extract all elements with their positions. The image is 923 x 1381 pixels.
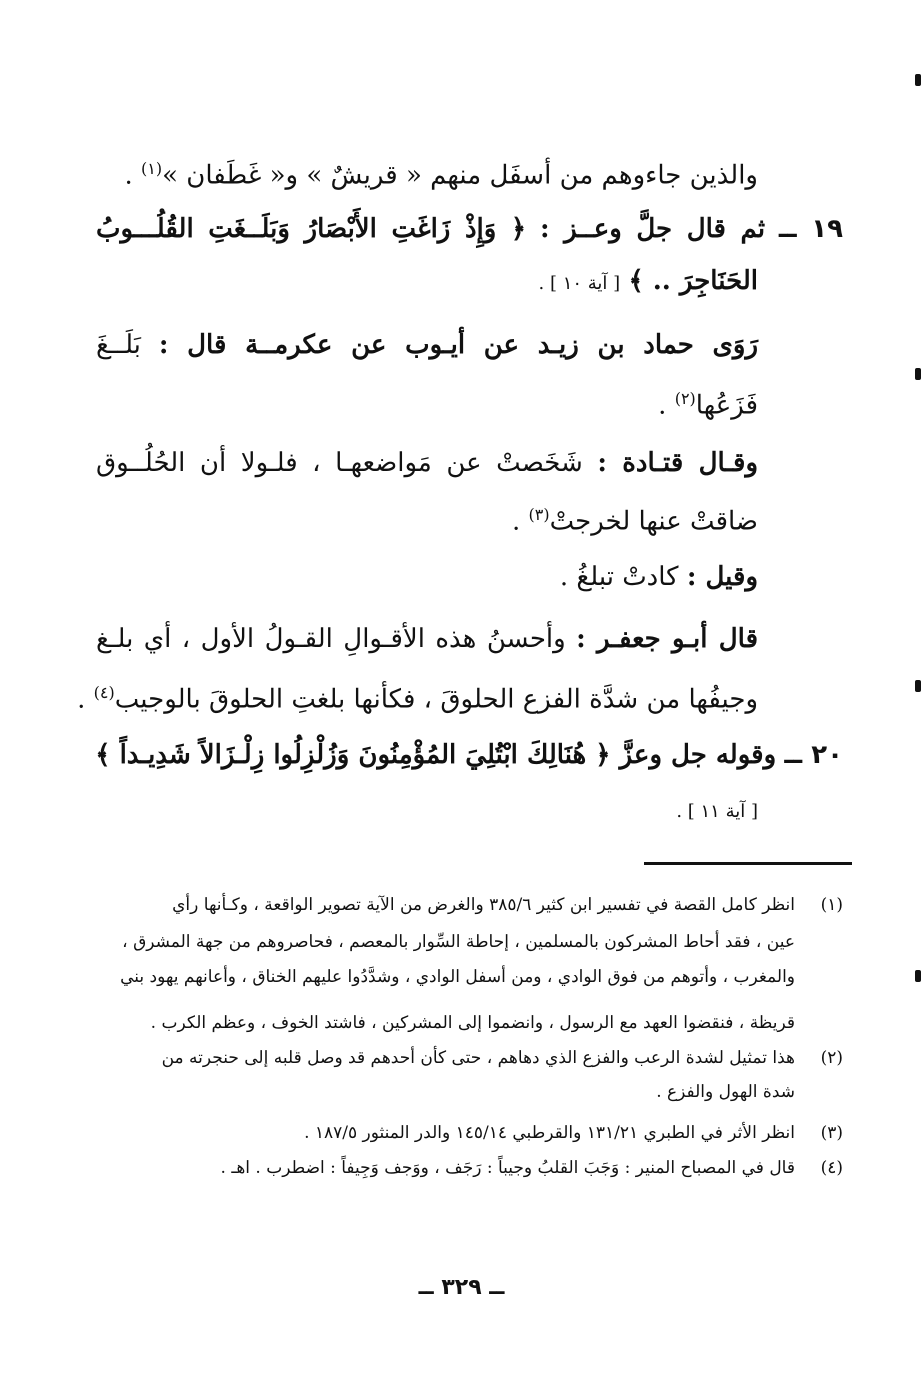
punctuation: .	[511, 506, 529, 537]
speaker: قال أبـو جعفـر :	[576, 624, 758, 654]
footnote-3	[96, 1120, 843, 1146]
footnote-text: قريظة ، فنقضوا العهد مع الرسول ، وانضموا إلى المشركين ، فاشتد الخوف ، وعظم الكرب .	[150, 1013, 795, 1033]
footnote-text: انظر كامل القصة في تفسير ابن كثير ٣٨٥/٦ والغرض من الآية تصوير الواقعة ، وكـأنها رأي	[172, 895, 795, 915]
footnote-text: شدة الهول والفزع .	[656, 1082, 795, 1102]
line-text: بَلَــغَ	[96, 330, 141, 360]
scan-mark	[915, 680, 921, 692]
text-line	[96, 498, 758, 539]
narrator-chain: رَوَى حماد بن زيـد عن أيـوب عن عكرمــة قال :	[158, 330, 759, 360]
quran-quote: الحَنَاجِرَ .. ﴾	[628, 266, 758, 296]
footnote-number: (٣)	[820, 1123, 843, 1143]
scan-mark	[915, 368, 921, 380]
footnote-number: (١)	[820, 895, 843, 915]
line-text: وأحسنُ هذه الأقـوالِ القـولُ الأول ، أي بلـغ	[96, 624, 566, 654]
verse-number: ١٩ ــ	[778, 214, 844, 244]
text-line	[96, 792, 758, 829]
footnote-2-line	[96, 1079, 795, 1105]
scan-mark	[915, 74, 921, 86]
text-line	[96, 264, 758, 301]
footnote-1-line	[96, 929, 795, 955]
footnote-ref: (١)	[141, 159, 163, 178]
scan-mark	[915, 970, 921, 982]
line-text: ضاقتْ عنها لخرجتْ	[549, 506, 758, 537]
ayah-reference: [ آية ١٠ ] .	[538, 273, 621, 294]
line-text: وجيفُها من شدَّة الفزع الحلوقَ ، فكأنها بلغتِ الحلوقَ بالوجيب	[114, 684, 758, 715]
footnote-text: هذا تمثيل لشدة الرعب والفزع الذي دهاهم ، حتى كأن أحدهم قد وصل قلبه إلى حنجرته من	[161, 1048, 795, 1068]
punctuation: .	[124, 160, 142, 191]
footnote-ref: (٣)	[528, 505, 550, 524]
footnote-number: (٢)	[820, 1048, 843, 1068]
punctuation: .	[658, 390, 675, 421]
footnote-text: قال في المصباح المنير : وَجَبَ القلبُ وجيباً : رَجَف ، ووَجف وَجِيفاً : اضطرب . اهـ .	[220, 1158, 795, 1178]
speaker: وقيل :	[686, 562, 758, 592]
verse-intro: ثم قال جلَّ وعــز :	[539, 214, 766, 244]
paragraph-hammad	[96, 328, 758, 362]
line-text: شَخَصتْ عن مَواضعهـا ، فلـولا أن الحُلُــوق	[96, 448, 583, 478]
footnote-4	[96, 1155, 843, 1181]
footnote-1-line	[96, 1010, 795, 1036]
quran-quote: وقوله جل وعزَّ ﴿ هُنَالِكَ ابْتُلِيَ المُؤْمِنُونَ وَزُلْزِلُوا زِلْـزَالاً شَدِيـداً ﴾	[95, 740, 777, 770]
ayah-reference: [ آية ١١ ] .	[676, 801, 758, 822]
footnote-text: والمغرب ، وأتوهم من فوق الوادي ، ومن أسفل الوادي ، وشدَّدُوا عليهم الخناق ، وأعانهم يهود بني	[120, 967, 795, 987]
quran-quote: ﴿ وَإِذْ زَاغَتِ الأَبْصَارُ وَبَلَــغَتِ القُلُـــوبُ	[96, 214, 527, 244]
speaker: وقـال قتـادة :	[597, 448, 759, 478]
paragraph-qatada	[96, 446, 758, 480]
footnote-1-line	[96, 964, 795, 990]
page-number: ــ ٣٢٩ ــ	[418, 1275, 505, 1300]
verse-20-heading	[96, 738, 843, 772]
punctuation: .	[77, 684, 94, 715]
text-line	[96, 382, 758, 423]
text-line	[96, 152, 758, 193]
verse-number: ٢٠ ــ	[784, 740, 843, 770]
footnote-ref: (٢)	[674, 389, 696, 408]
text-line	[77, 676, 758, 717]
footnote-1	[96, 892, 843, 918]
footnote-number: (٤)	[820, 1158, 843, 1178]
footnote-separator	[644, 862, 852, 865]
verse-19-heading	[96, 212, 843, 246]
footnote-text: عين ، فقد أحاط المشركون بالمسلمين ، إحاطة السِّوار بالمعصم ، فحاصروهم من جهة المشرق ،	[122, 932, 795, 952]
paragraph-qil	[96, 560, 758, 594]
footnote-2	[96, 1045, 843, 1071]
line-text: كادتْ تبلغُ .	[559, 562, 679, 592]
footnote-ref: (٤)	[93, 683, 115, 702]
line-text: والذين جاءوهم من أسفَل منهم « قريشٌ » و« غَطَفان »	[162, 160, 758, 191]
paragraph-abu-jafar	[96, 622, 758, 656]
line-text: فَزَعُها	[695, 390, 758, 421]
footnote-text: انظر الأثر في الطبري ١٣١/٢١ والقرطبي ١٤٥/١٤ والدر المنثور ١٨٧/٥ .	[304, 1123, 795, 1143]
